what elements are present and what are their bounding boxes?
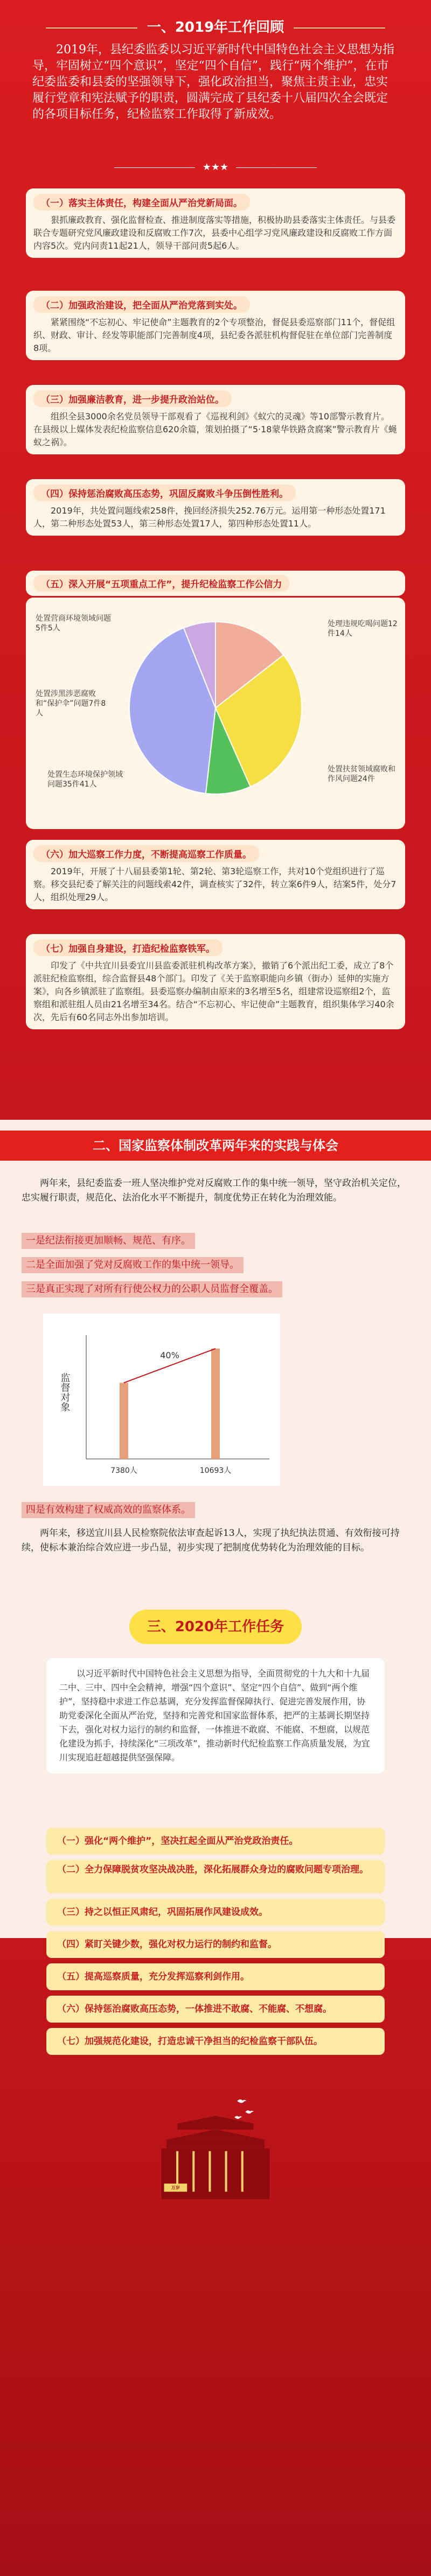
title-rule-right [294, 27, 385, 29]
pie-chart-panel [26, 598, 405, 829]
task-3: （三）持之以恒正风肃纪，巩固拓展作风建设成效。 [46, 1899, 385, 1926]
review-item-2-text: 紧紧围绕“不忘初心、牢记使命”主题教育的2个专项整治，督促县委巡察部门11个，督促组织、财政、审计、经发等职能部门完善制度4项，县纪委各派驻机构督促驻在单位部门完善制度8项。 [33, 317, 395, 353]
review-item-7-text: 印发了《中共宜川县委宜川县监委派驻机构改革方案》，撤销了6个派出纪工委，成立了8个派驻纪检监察组，综合监督县48个部门。印发了《关于监察职能向乡镇（街办）延伸的实施方案》，向各乡镇派驻了监察组。县委巡察办编制由原来的3名增至5名，组建常设巡察组2个，监察组和派驻组人员由21名增至34名。结合“不忘初心、牢记使命”主题教育，组织集体学习40余次，先后有60名同志外出参加培训。 [33, 960, 394, 1022]
review-item-4 [26, 479, 405, 536]
pie-label-poverty: 处置扶贫领域腐败和作风问题24件 [328, 765, 395, 783]
review-item-4-label: （四）保持惩治腐败高压态势，巩固反腐败斗争压倒性胜利。 [33, 485, 296, 501]
section1-intro: 2019年，县纪委监委以习近平新时代中国特色社会主义思想为指导，牢固树立“四个意识”，坚定“四个自信”，践行“两个维护”，在市纪委监委和县委的坚强领导下，强化政治担当，聚焦主责主业，忠实履行党章和宪法赋予的职责，圆满完成了县纪委十八届四次全会既定的各项目标任务，纪检监察工作取得了新成效。 [32, 43, 394, 121]
task-7: （七）加强规范化建设，打造忠诚干净担当的纪检监察干部队伍。 [46, 2028, 385, 2055]
banner-text: 万岁 [171, 2185, 180, 2191]
title-rule-left [46, 27, 137, 29]
section3-intro-box [46, 1658, 385, 1773]
review-item-5-label: （五）深入开展“五项重点工作”，提升纪检监察工作公信力 [33, 575, 289, 592]
stars-icon: ★★★ [202, 162, 229, 173]
section2-para1: 两年来，县纪委监委一班人坚决维护党对反腐败工作的集中统一领导，坚守政治机关定位，忠实履行职责，规范化、法治化水平不断提升，制度优势正在转化为治理效能。 [22, 1178, 406, 1203]
growth-percent-label: 40% [160, 1350, 179, 1360]
review-item-6-text: 2019年，开展了十八届县委第1轮、第2轮、第3轮巡察工作，共对10个党组织进行了巡察。移交县纪委了解关注的问题线索42件，调查核实了32件，转立案6件9人，结案5件，处分7人，组织处理29人。 [33, 866, 397, 902]
review-item-1-label: （一）落实主体责任，构建全面从严治党新局面。 [33, 194, 250, 210]
bar-value-label-0: 7380人 [110, 1466, 137, 1475]
section3-title: 三、2020年工作任务 [129, 1610, 302, 1644]
section2-point-1: 一是纪法衔接更加顺畅、规范、有序。 [22, 1233, 195, 1249]
bar-value-label-1: 10693人 [199, 1466, 232, 1475]
dove-icons [234, 2100, 254, 2119]
stars-divider [0, 162, 431, 173]
review-item-6 [26, 840, 405, 909]
oversight-bar-svg [43, 1314, 280, 1486]
task-4: （四）紧盯关键少数，强化对权力运行的制约和监督。 [46, 1931, 385, 1958]
bar-1 [211, 1349, 220, 1459]
review-item-6-label: （六）加大巡察工作力度，不断提高巡察工作质量。 [33, 845, 259, 862]
section2-point-3: 三是真正实现了对所有行使公权力的公职人员监督全覆盖。 [22, 1281, 282, 1297]
section2-para2: 两年来，移送宜川县人民检察院依法审查起诉13人，实现了执纪执法贯通、有效衔接可持续，使标本兼治综合效应进一步凸显，初步实现了把制度优势转化为治理效能的目标。 [22, 1528, 400, 1553]
pie-label-eating: 处理违规吃喝问题12件14人 [328, 620, 398, 638]
review-item-4-text: 2019年，共处置问题线索258件，挽回经济损失252.76万元。运用第一种形态处置171人，第二种形态处置53人，第三种形态处置17人，第四种形态处置11人。 [33, 506, 386, 529]
section2-point-2: 二是全面加强了党对反腐败工作的集中统一领导。 [22, 1257, 244, 1273]
review-item-7 [26, 934, 405, 1029]
review-item-2 [26, 291, 405, 360]
pie-label-business: 处置营商环境领域问题5件5人 [36, 614, 111, 633]
review-item-3 [26, 385, 405, 454]
oversight-bar-chart [43, 1314, 280, 1486]
review-item-3-label: （三）加强廉洁教育，进一步提升政治站位。 [33, 390, 232, 407]
task-2: （二）全力保障脱贫攻坚决战决胜，深化拓展群众身边的腐败问题专项治理。 [46, 1860, 385, 1893]
pie-label-ecology: 处置生态环境保护领域问题35件41人 [47, 770, 123, 789]
review-item-1-text: 狠抓廉政教育、强化监督检查、推进制度落实等措施，积极协助县委落实主体责任。与县委联合专题研究党风廉政建设和反腐败工作7次，县委中心组学习党风廉政建设和反腐败工作方面内容5次。党内问责11起21人，领导干部问责5起6人。 [33, 215, 396, 251]
section1-title [0, 16, 431, 36]
task-6: （六）保持惩治腐败高压态势，一体推进不敢腐、不能腐、不想腐。 [46, 1996, 385, 2023]
task-5: （五）提高巡察质量，充分发挥巡察利剑作用。 [46, 1963, 385, 1990]
review-item-7-label: （七）加强自身建设，打造纪检监察铁军。 [33, 939, 223, 956]
section2-title: 二、国家监察体制改革两年来的实践与体会 [0, 1131, 431, 1161]
review-item-5 [26, 571, 405, 596]
review-item-1 [26, 188, 405, 258]
review-item-3-text: 组织全县3000余名党员领导干部观看了《巡视利剑》《蚁穴的灵魂》等10部警示教育片。在县级以上媒体发表纪检监察信息620余篇，策划拍摄了“5·18蒙华铁路贪腐案”警示教育片《蝇蚁之祸》。 [33, 411, 397, 447]
task-1: （一）强化“两个维护”，坚决扛起全面从严治党政治责任。 [46, 1828, 385, 1855]
section3-intro: 以习近平新时代中国特色社会主义思想为指导，全面贯彻党的十九大和十九届二中、三中、四中全会精神，增强“四个意识”、坚定“四个自信”、做到“两个维护”，坚持稳中求进工作总基调，充分发挥监督保障执行、促进完善发展作用，协助党委深化全面从严治党，坚持和完善党和国家监督体系，把严的主基调长期坚持下去，强化对权力运行的制约和监督，一体推进不敢腐、不能腐、不想腐，以规范化建设为抓手，持续深化“三项改革”，推动新时代纪检监察工作高质量发展，为宜川实现追赶超越提供坚强保障。 [59, 1668, 370, 1763]
review-item-2-label: （二）加强政治建设，把全面从严治党落到实处。 [33, 296, 250, 313]
tiananmen-decoration [0, 2073, 431, 2199]
section2-point-4: 四是有效构建了权威高效的监察体系。 [22, 1502, 195, 1518]
pie-label-gang: 处置涉黑涉恶腐败和“保护伞”问题7件8人 [36, 690, 106, 718]
bar-y-label: 监督对象 [59, 1373, 71, 1412]
section1-title-text: 一、2019年工作回顾 [147, 19, 284, 36]
bar-0 [120, 1383, 128, 1459]
